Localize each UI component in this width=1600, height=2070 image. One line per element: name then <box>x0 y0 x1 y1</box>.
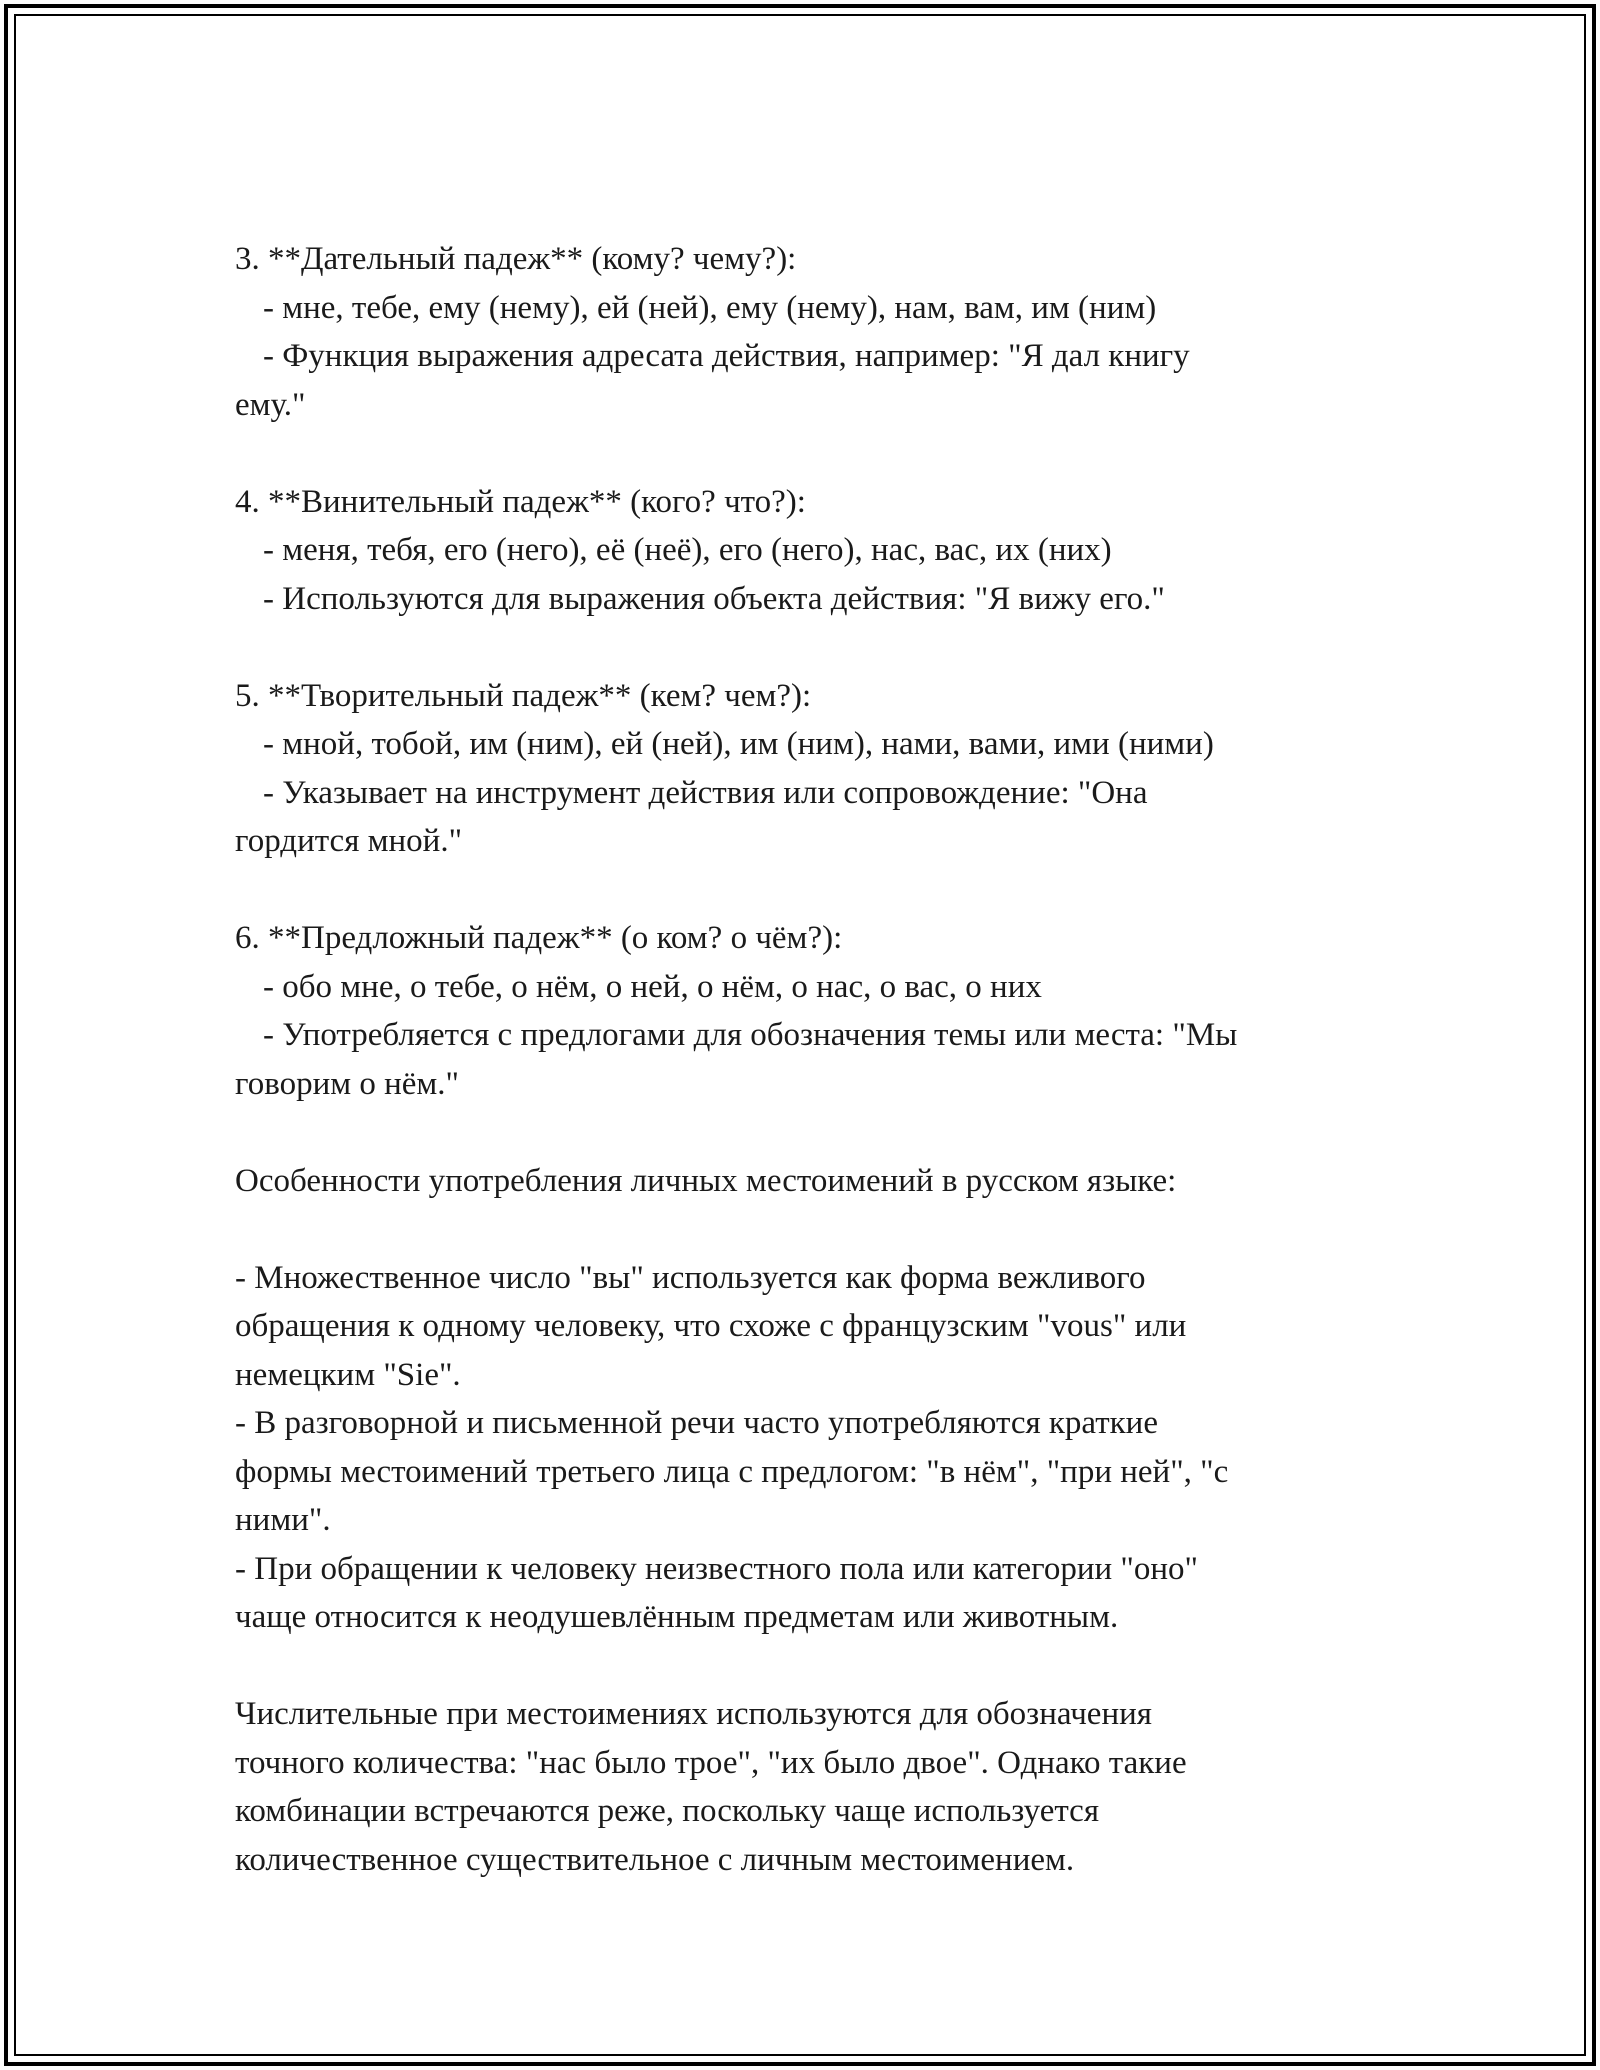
blank-line <box>235 429 1385 478</box>
accusative-case-forms: - меня, тебя, его (него), её (неё), его (него), нас, вас, их (них) <box>263 532 1112 568</box>
prepositional-case-forms: - обо мне, о тебе, о нём, о ней, о нём, о нас, о вас, о них <box>263 968 1042 1005</box>
prepositional-case-heading: 6. **Предложный падеж** (о ком? о чём?): <box>235 920 843 956</box>
document-body <box>235 235 1385 1884</box>
accusative-case-heading: 4. **Винительный падеж** (кого? что?): <box>235 483 806 520</box>
blank-line <box>235 1108 1385 1157</box>
instrumental-case-section <box>235 672 1385 866</box>
dative-case-forms: - мне, тебе, ему (нему), ей (ней), ему (нему), нам, вам, им (ним) <box>263 289 1157 326</box>
features-section <box>235 1157 1385 1642</box>
prepositional-case-usage-cont: говорим о нём." <box>235 1065 460 1102</box>
dative-case-heading: 3. **Дательный падеж** (кому? чему?): <box>235 241 797 277</box>
instrumental-case-forms: - мной, тобой, им (ним), ей (ней), им (ним), нами, вами, ими (ними) <box>263 726 1214 762</box>
instrumental-case-usage: - Указывает на инструмент действия или сопровождение: "Она <box>263 774 1148 811</box>
feature-item-2-cont: ними". <box>235 1502 331 1538</box>
numerals-line: точного количества: "нас было трое", "их было двое". Однако такие <box>235 1744 1187 1781</box>
feature-item-2: - В разговорной и письменной речи часто употребляются краткие <box>235 1405 1158 1441</box>
feature-item-1-cont: обращения к одному человеку, что схоже с французским "vous" или <box>235 1308 1187 1344</box>
dative-case-usage-cont: ему." <box>235 386 306 423</box>
dative-case-usage: - Функция выражения адресата действия, например: "Я дал книгу <box>263 338 1190 374</box>
feature-item-1-cont: немецким "Sie". <box>235 1356 461 1393</box>
numerals-line: комбинации встречаются реже, поскольку чаще используется <box>235 1793 1099 1829</box>
blank-line <box>235 1642 1385 1691</box>
blank-line <box>235 866 1385 915</box>
feature-item-3-cont: чаще относится к неодушевлённым предметам или животным. <box>235 1599 1119 1635</box>
blank-line <box>235 623 1385 672</box>
blank-line <box>235 1205 1385 1254</box>
accusative-case-section <box>235 478 1385 624</box>
numerals-paragraph <box>235 1690 1385 1884</box>
instrumental-case-heading: 5. **Творительный падеж** (кем? чем?): <box>235 677 812 714</box>
prepositional-case-section <box>235 914 1385 1108</box>
features-heading: Особенности употребления личных местоимений в русском языке: <box>235 1162 1177 1199</box>
instrumental-case-usage-cont: гордится мной." <box>235 823 463 859</box>
feature-item-3: - При обращении к человеку неизвестного пола или категории "оно" <box>235 1550 1199 1587</box>
feature-item-2-cont: формы местоимений третьего лица с предлогом: "в нём", "при ней", "с <box>235 1453 1229 1490</box>
numerals-line: количественное существительное с личным местоимением. <box>235 1841 1075 1878</box>
feature-item-1: - Множественное число "вы" используется как форма вежливого <box>235 1259 1146 1296</box>
numerals-line: Числительные при местоимениях используются для обозначения <box>235 1696 1152 1732</box>
accusative-case-usage: - Используются для выражения объекта действия: "Я вижу его." <box>263 580 1165 617</box>
dative-case-section <box>235 235 1385 429</box>
prepositional-case-usage: - Употребляется с предлогами для обозначения темы или места: "Мы <box>263 1017 1238 1053</box>
